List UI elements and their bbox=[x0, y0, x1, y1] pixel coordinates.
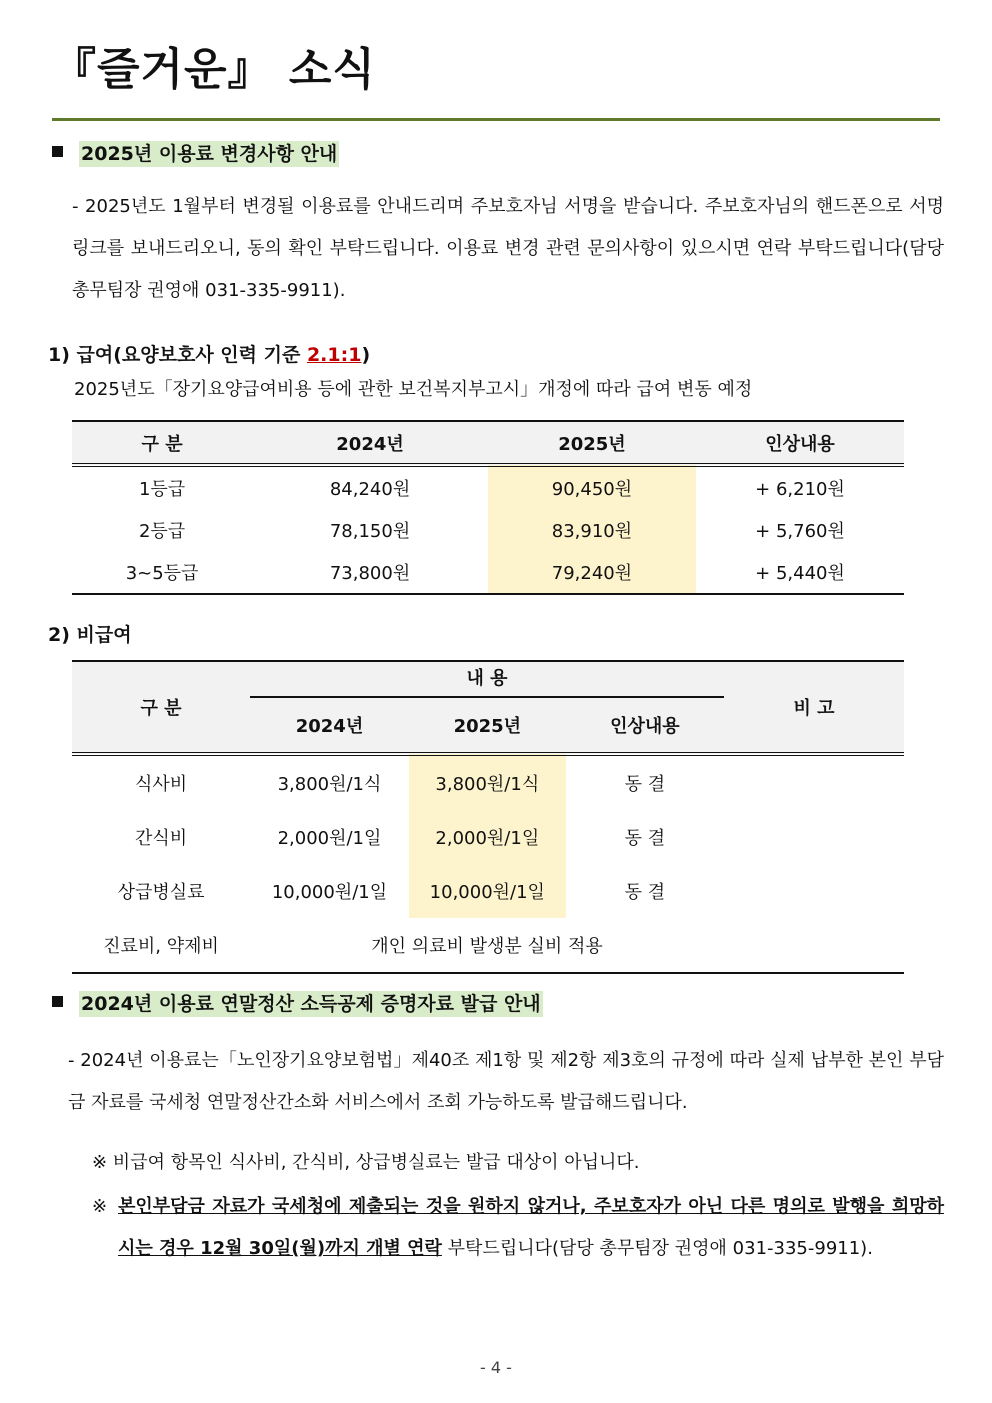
table-cell: 2,000원/1일 bbox=[277, 828, 382, 849]
benefit-description: 2025년도「장기요양급여비용 등에 관한 보건복지부고시」개정에 따라 급여 변동 예정 bbox=[74, 379, 753, 400]
table-cell: 84,240원 bbox=[329, 479, 411, 500]
table-header-row bbox=[72, 661, 904, 698]
note-contact-request bbox=[92, 1186, 944, 1270]
benefit-fee-table bbox=[72, 420, 904, 595]
sub-heading-non-benefit: 2) 비급여 bbox=[48, 624, 132, 646]
fee-change-paragraph: - 2025년도 1월부터 변경될 이용료를 안내드리며 주보호자님 서명을 받습니다. 주보호자님의 핸드폰으로 서명 링크를 보내드리오니, 동의 확인 부탁드립니다. 이용료 변경 관련 문의사항이 있으시면 연락 부탁드립니다(담당 총무팀장 권영애 031-335-9911). bbox=[72, 196, 944, 301]
table-cell: 3,800원/1식 bbox=[277, 774, 382, 795]
table-cell: 동 결 bbox=[624, 828, 666, 849]
table-cell bbox=[724, 864, 904, 918]
note-rest-text: 부탁드립니다(담당 총무팀장 권영애 031-335-9911). bbox=[441, 1238, 873, 1259]
section-heading-text: 2025년 이용료 변경사항 안내 bbox=[81, 143, 338, 165]
square-bullet-icon bbox=[52, 146, 63, 157]
section-heading-text: 2024년 이용료 연말정산 소득공제 증명자료 발급 안내 bbox=[81, 993, 541, 1015]
column-header: 2025년 bbox=[488, 421, 696, 465]
table-row bbox=[72, 465, 904, 509]
square-bullet-icon bbox=[52, 996, 63, 1007]
note-contact-text bbox=[118, 1186, 944, 1270]
table-header-row bbox=[72, 421, 904, 465]
table-cell: + 5,440원 bbox=[696, 551, 904, 594]
column-header: 인상내용 bbox=[696, 421, 904, 465]
column-header: 2024년 bbox=[252, 421, 488, 465]
table-cell: 10,000원/1일 bbox=[271, 882, 388, 903]
table-cell: 79,240원 bbox=[488, 551, 696, 594]
table-row bbox=[72, 864, 904, 918]
table-cell: 90,450원 bbox=[488, 465, 696, 509]
table-cell: 78,150원 bbox=[329, 521, 411, 542]
table-cell: + 5,760원 bbox=[755, 521, 845, 542]
table-cell: 진료비, 약제비 bbox=[72, 918, 250, 973]
table-cell: 1등급 bbox=[138, 479, 186, 500]
column-subheader: 2024년 bbox=[250, 698, 409, 754]
table-cell: 동 결 bbox=[624, 882, 666, 903]
sub-heading-benefit-suffix: ) bbox=[361, 344, 371, 366]
table-cell: 개인 의료비 발생분 실비 적용 bbox=[250, 918, 724, 973]
table-cell: 3,800원/1식 bbox=[409, 754, 566, 810]
table-cell: 3~5등급 bbox=[72, 551, 252, 594]
non-benefit-fee-table bbox=[72, 660, 904, 974]
column-header: 구 분 bbox=[72, 661, 250, 754]
column-header: 비 고 bbox=[724, 661, 904, 754]
content-header-label: 내 용 bbox=[250, 662, 724, 698]
table-cell: 73,800원 bbox=[252, 551, 488, 594]
column-header: 구 분 bbox=[72, 421, 252, 465]
table-cell: 동 결 bbox=[624, 774, 666, 795]
table-cell: 10,000원/1일 bbox=[409, 864, 566, 918]
table-cell: + 6,210원 bbox=[755, 479, 845, 500]
table-row bbox=[72, 754, 904, 810]
table-cell: 식사비 bbox=[134, 774, 188, 795]
table-cell bbox=[724, 918, 904, 973]
table-row bbox=[72, 551, 904, 594]
page-title: 『즐거운』 소식 bbox=[52, 44, 376, 95]
table-row bbox=[72, 509, 904, 551]
table-cell: 2등급 bbox=[138, 521, 186, 542]
note-mark: ※ bbox=[92, 1196, 108, 1217]
page-number: - 4 - bbox=[480, 1358, 512, 1377]
column-subheader: 인상내용 bbox=[566, 698, 724, 754]
table-cell bbox=[724, 810, 904, 864]
section-heading-fee-change bbox=[52, 145, 339, 164]
table-row bbox=[72, 810, 904, 864]
note-underlined-text: 본인부담금 자료가 국세청에 제출되는 것을 원하지 않거나, 주보호자가 아닌 다른 명의로 발행을 희망하시는 경우 12월 30일(월)까지 개별 연락 bbox=[118, 1196, 944, 1259]
staffing-ratio: 2.1:1 bbox=[306, 344, 362, 366]
table-cell: 상급병실료 bbox=[117, 882, 205, 903]
title-divider bbox=[52, 118, 940, 121]
column-header bbox=[250, 661, 724, 698]
table-cell: 2,000원/1일 bbox=[409, 810, 566, 864]
sub-heading-benefit bbox=[48, 340, 370, 367]
table-row bbox=[72, 918, 904, 973]
table-cell: 간식비 bbox=[134, 828, 188, 849]
table-cell: 83,910원 bbox=[488, 509, 696, 551]
note-non-benefit-excluded: ※ 비급여 항목인 식사비, 간식비, 상급병실료는 발급 대상이 아닙니다. bbox=[92, 1152, 640, 1173]
tax-certificate-paragraph: - 2024년 이용료는「노인장기요양보험법」제40조 제1항 및 제2항 제3호의 규정에 따라 실제 납부한 본인 부담금 자료를 국세청 연말정산간소화 서비스에서 조회 가능하도록 발급해드립니다. bbox=[68, 1050, 944, 1113]
sub-heading-benefit-prefix: 1) 급여(요양보호사 인력 기준 bbox=[48, 344, 307, 366]
table-cell bbox=[724, 754, 904, 810]
section-heading-tax-certificate bbox=[52, 995, 543, 1014]
column-subheader: 2025년 bbox=[409, 698, 566, 754]
